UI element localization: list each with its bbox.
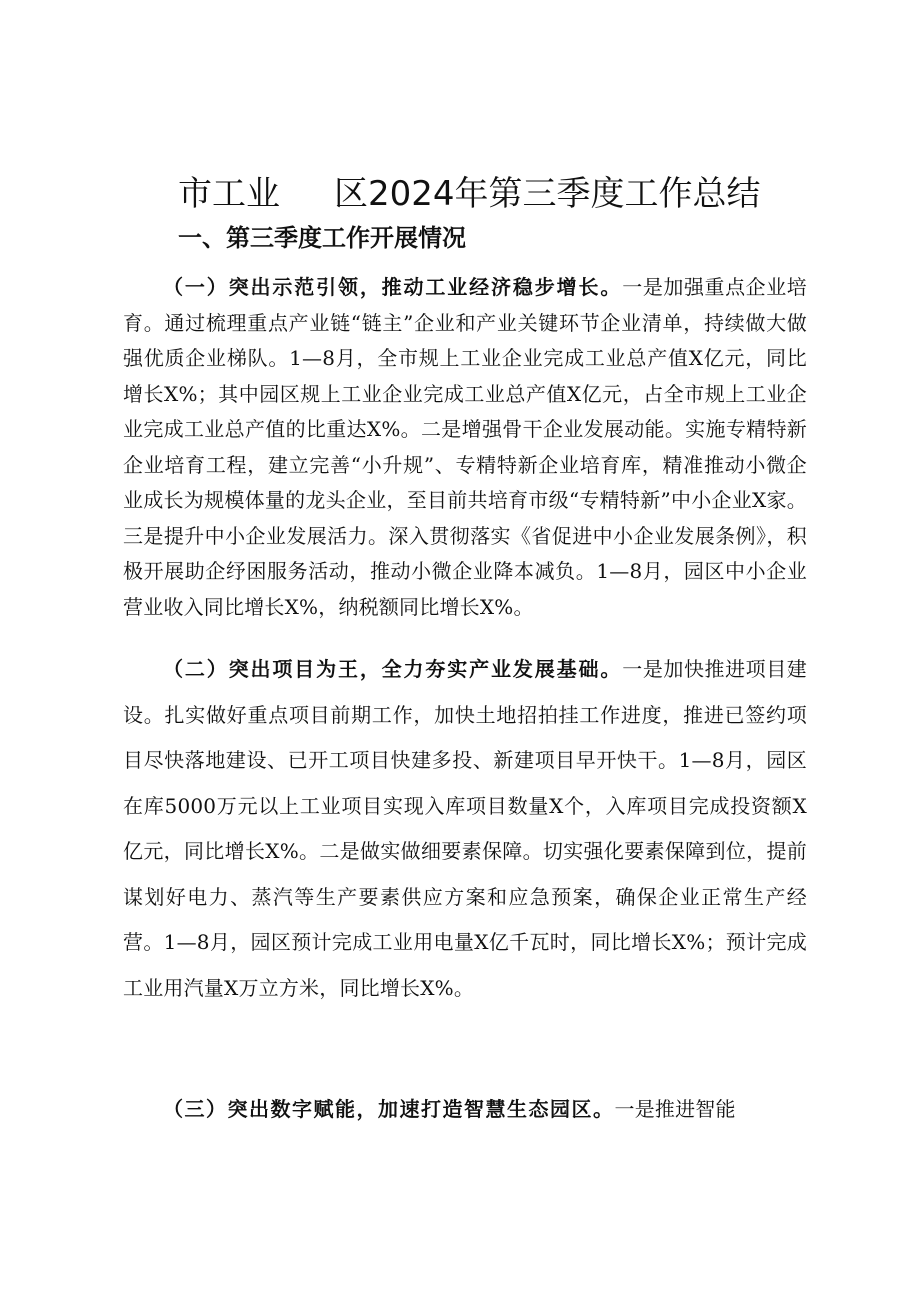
paragraph-1 <box>123 270 807 625</box>
section-heading: 一、第三季度工作开展情况 <box>178 224 466 252</box>
paragraph-1-lead: （一）突出示范引领，推动工业经济稳步增长。 <box>163 275 623 299</box>
paragraph-2-lead: （二）突出项目为王，全力夯实产业发展基础。 <box>163 657 623 681</box>
title-part-2: 区2024年第三季度工作总结 <box>334 174 761 214</box>
paragraph-3 <box>123 1087 807 1131</box>
paragraph-2 <box>123 647 807 1011</box>
document-title <box>178 172 761 216</box>
paragraph-3-body: 一是推进智能 <box>614 1097 736 1121</box>
title-part-1: 市工业 <box>178 174 280 214</box>
paragraph-3-lead: （三）突出数字赋能，加速打造智慧生态园区。 <box>163 1097 615 1121</box>
paragraph-2-body: 一是加快推进项目建设。扎实做好重点项目前期工作，加快土地招拍挂工作进度，推进已签约项目尽快落地建设、已开工项目快建多投、新建项目早开快干。1—8月，园区在库5000万元以上工业项目实现入库项目数量X个，入库项目完成投资额X亿元，同比增长X%。二是做实做细要素保障。切实强化要素保障到位，提前谋划好电力、蒸汽等生产要素供应方案和应急预案，确保企业正常生产经营。1—8月，园区预计完成工业用电量X亿千瓦时，同比增长X%；预计完成工业用汽量X万立方米，同比增长X%。 <box>123 657 807 1000</box>
paragraph-1-body: 一是加强重点企业培育。通过梳理重点产业链“链主”企业和产业关键环节企业清单，持续做大做强优质企业梯队。1—8月，全市规上工业企业完成工业总产值X亿元，同比增长X%；其中园区规上工业企业完成工业总产值X亿元，占全市规上工业企业完成工业总产值的比重达X%。二是增强骨干企业发展动能。实施专精特新企业培育工程，建立完善“小升规”、专精特新企业培育库，精准推动小微企业成长为规模体量的龙头企业，至目前共培育市级“专精特新”中小企业X家。三是提升中小企业发展活力。深入贯彻落实《省促进中小企业发展条例》，积极开展助企纾困服务活动，推动小微企业降本减负。1—8月，园区中小企业营业收入同比增长X%，纳税额同比增长X%。 <box>123 275 807 619</box>
